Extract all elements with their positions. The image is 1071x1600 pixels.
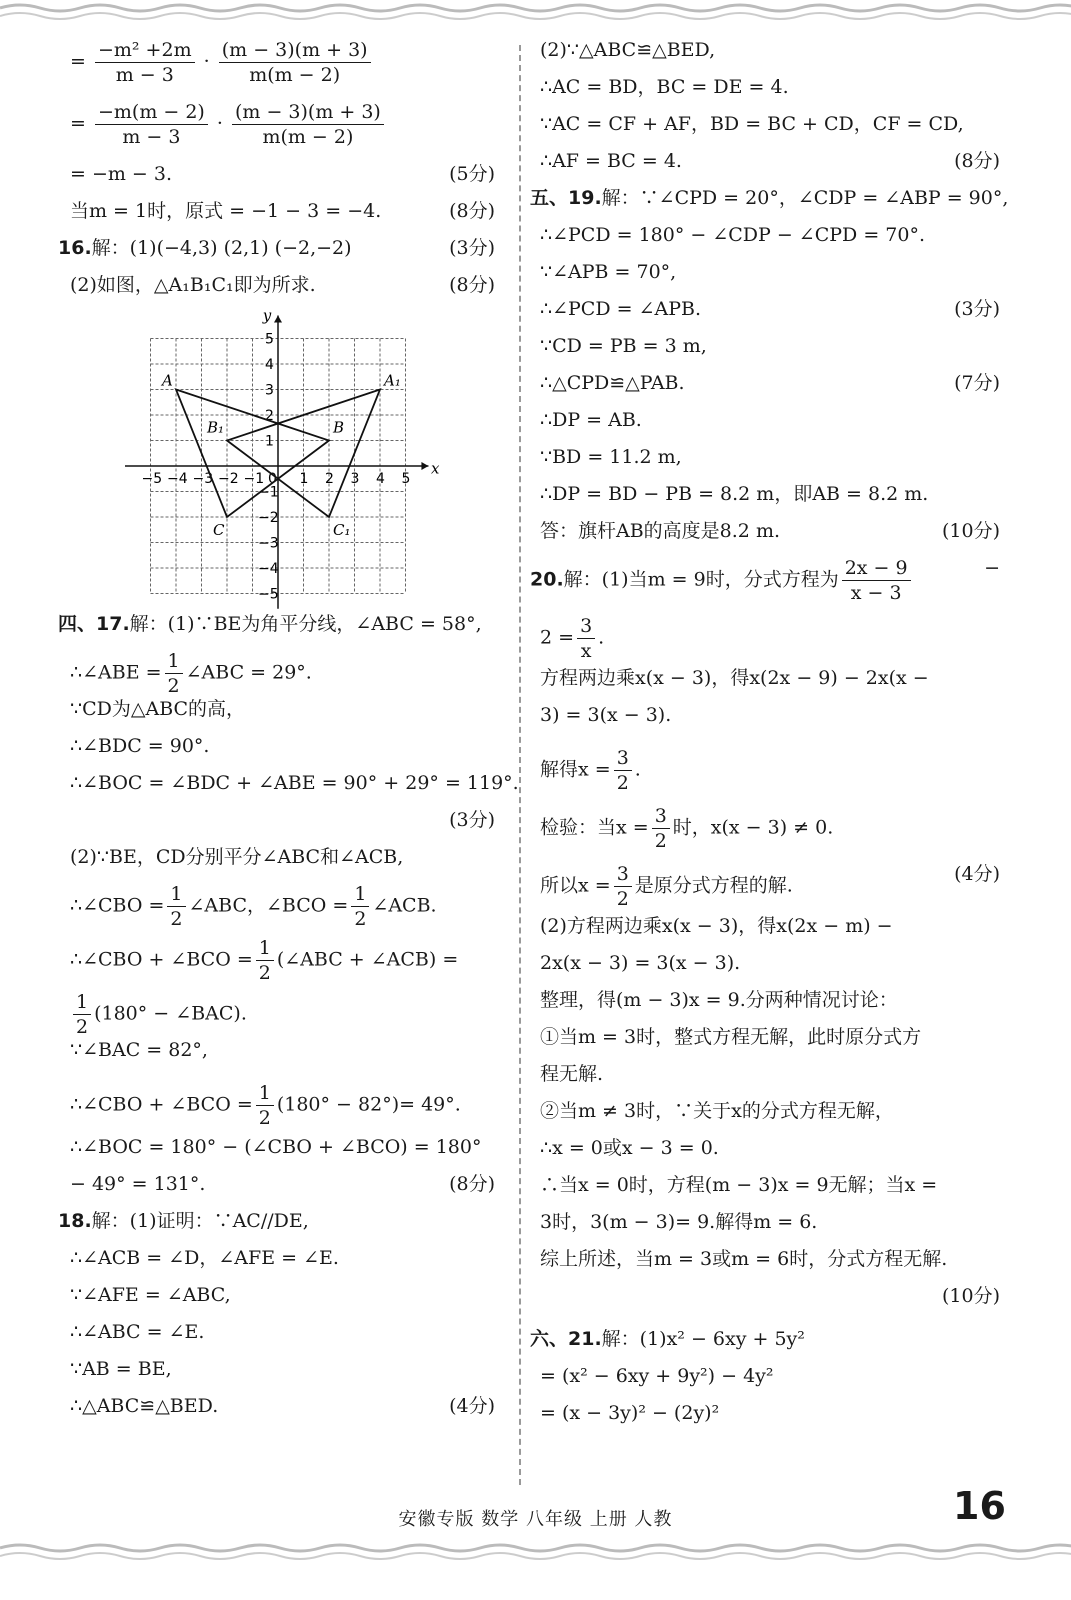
y-tick-label: 4 — [265, 357, 274, 373]
text-line: ∴∠ACB = ∠D，∠AFE = ∠E. — [70, 1247, 339, 1269]
x-axis-label: x — [431, 459, 440, 478]
text-line: ∴AF = BC = 4. (8分) — [540, 150, 1000, 172]
fraction-half: $\frac{1}{2}$ — [165, 649, 183, 698]
text-line: 程无解. — [540, 1063, 604, 1085]
y-tick-label: 2 — [265, 408, 274, 424]
text-line: (2)方程两边乘x(x − 3)，得x(2x − m) − — [540, 915, 893, 937]
fraction: $\frac{(m - 3)(m + 3)}{m(m - 2)}$ — [232, 100, 384, 149]
y-axis-label: y — [262, 306, 272, 325]
q16-line-2: (2)如图，△A₁B₁C₁即为所求. (8分) — [70, 274, 495, 296]
fraction: $\frac{3}{2}$ — [652, 804, 670, 853]
left-column — [58, 38, 519, 1419]
fraction-half: $\frac{1}{2}$ — [256, 1081, 274, 1130]
q18-line: 18.解：(1)证明：∵AC//DE, — [58, 1210, 309, 1232]
eq-line-1: = $\frac{\text{−m² +2m}}{m - 3}$ · $\frac{(m - 3)(m + 3)}{m(m - 2)}$ — [70, 38, 495, 88]
text-line: ∴∠BOC = ∠BDC + ∠ABE = 90° + 29° = 119°. — [70, 772, 519, 794]
footer-text: 安徽专版 数学 八年级 上册 人教 — [398, 1509, 673, 1530]
y-tick-label: 3 — [265, 382, 274, 399]
text-line: ∴∠BOC = 180° − (∠CBO + ∠BCO) = 180° — [70, 1136, 482, 1158]
text-line: ∴x = 0或x − 3 = 0. — [540, 1137, 719, 1159]
right-column — [530, 38, 1009, 1426]
text-line: 方程两边乘x(x − 3)，得x(2x − 9) − 2x(x − — [540, 667, 929, 689]
text-line: ∵∠BAC = 82°, — [70, 1039, 208, 1061]
y-tick-label: 1 — [265, 433, 274, 450]
text-line: = −m − 3. (5分) — [70, 163, 495, 185]
point-label: B₁ — [207, 418, 225, 437]
fraction: $\frac{3}{2}$ — [614, 862, 632, 911]
text-line: ∴∠PCD = 180° − ∠CDP − ∠CPD = 70°. — [540, 224, 925, 246]
text-line: ∴当x = 0时，方程(m − 3)x = 9无解；当x = — [540, 1174, 938, 1196]
fraction-half: $\frac{1}{2}$ — [256, 936, 274, 985]
fraction: $\frac{-m(m - 2)}{m - 3}$ — [95, 100, 208, 149]
q21-line: 六、21.解：(1)x² − 6xy + 5y² — [530, 1328, 805, 1350]
y-tick-label: −4 — [258, 561, 279, 577]
x-tick-label: −4 — [167, 471, 188, 487]
text-line: 3) = 3(x − 3). — [540, 704, 672, 726]
coordinate-graph-svg — [70, 298, 495, 612]
text-line: 2 = $\frac{3}{x}$ . — [540, 615, 605, 662]
fraction-half: $\frac{1}{2}$ — [167, 882, 185, 931]
text-line: ②当m ≠ 3时，∵关于x的分式方程无解， — [540, 1100, 894, 1122]
text-line: = (x² − 6xy + 9y²) − 4y² — [540, 1365, 774, 1387]
text-line: ∵CD为△ABC的高， — [70, 698, 246, 720]
text-line: ∵AB = BE, — [70, 1358, 172, 1380]
column-divider — [519, 45, 521, 1485]
y-tick-label: −5 — [258, 586, 279, 603]
text-line: (3分) — [449, 809, 495, 831]
point-label: B — [333, 418, 345, 437]
point-label: A₁ — [384, 371, 401, 390]
eq-line-2: = $\frac{-m(m - 2)}{m - 3}$ · $\frac{(m - 3)(m + 3)}{m(m - 2)}$ — [70, 100, 495, 150]
x-tick-label: 4 — [376, 471, 385, 487]
text-line: ∴∠CBO + ∠BCO = $\frac{1}{2}$ (∠ABC + ∠ACB) = — [70, 937, 459, 984]
point-label: C₁ — [333, 521, 351, 539]
text-line: 答：旗杆AB的高度是8.2 m. (10分) — [540, 520, 1000, 542]
text-line: 解得x = $\frac{3}{2}$ . — [540, 747, 641, 794]
text-line: 3时，3(m − 3)= 9.解得m = 6. — [540, 1211, 818, 1233]
x-tick-label: −5 — [141, 471, 163, 487]
text-line: 当m = 1时，原式 = −1 − 3 = −4. (8分) — [70, 200, 495, 222]
x-tick-label: 1 — [299, 471, 309, 487]
bottom-wave-border — [0, 1540, 1071, 1566]
q17-line-2: ∴∠ABE = $\frac{1}{2}$ ∠ABC = 29°. — [70, 650, 312, 697]
text-line: ∵∠AFE = ∠ABC, — [70, 1284, 231, 1306]
coordinate-graph — [70, 298, 495, 612]
text-line: − 49° = 131°. (8分) — [70, 1173, 495, 1195]
fraction: $\frac{3}{2}$ — [614, 746, 632, 795]
text-line: (2)∵△ABC≌△BED, — [540, 39, 716, 61]
text-line: ∴△ABC≌△BED. (4分) — [70, 1395, 495, 1417]
text-line: (10分) — [941, 1285, 1000, 1307]
x-tick-label: 2 — [325, 471, 334, 487]
x-axis-arrow — [421, 462, 428, 470]
fraction-half: $\frac{1}{2}$ — [351, 882, 369, 931]
q16-line: 16.解：(1)(−4,3) (2,1) (−2,−2) (3分) — [58, 237, 495, 259]
text-line: ∵∠APB = 70°, — [540, 261, 677, 283]
text-line: ∵BD = 11.2 m, — [540, 446, 682, 468]
text-line: ∴∠PCD = ∠APB. (3分) — [540, 298, 1000, 320]
page-number: 16 — [953, 1484, 1006, 1528]
text-line: 综上所述，当m = 3或m = 6时，分式方程无解. — [540, 1248, 948, 1270]
y-tick-label: −2 — [258, 510, 279, 526]
fraction: $\frac{\text{−m² +2m}}{m - 3}$ — [95, 38, 195, 87]
text-line: 检验：当x = $\frac{3}{2}$ 时，x(x − 3) ≠ 0. — [540, 805, 834, 852]
x-tick-label: −2 — [218, 471, 239, 487]
text-line: 所以x = $\frac{3}{2}$ 是原分式方程的解. (4分) — [540, 863, 1000, 910]
q20-line: 20.解：(1)当m = 9时，分式方程为 $\frac{2x - 9}{x - 3}$ − — [530, 557, 1000, 604]
text-line: ∴∠ABC = ∠E. — [70, 1321, 205, 1343]
text-line: ∴DP = BD − PB = 8.2 m，即AB = 8.2 m. — [540, 483, 929, 505]
text-line: $\frac{1}{2}$ (180° − ∠BAC). — [70, 990, 495, 1026]
text-line: (2)∵BE，CD分别平分∠ABC和∠ACB, — [70, 846, 404, 868]
fraction-half: $\frac{1}{2}$ — [73, 990, 91, 1039]
text-line: ①当m = 3时，整式方程无解，此时原分式方 — [540, 1026, 922, 1048]
fraction: $\frac{(m - 3)(m + 3)}{m(m - 2)}$ — [219, 38, 371, 87]
fraction: $\frac{2x - 9}{x - 3}$ — [842, 556, 911, 605]
text-line: ∴DP = AB. — [540, 409, 642, 431]
text-line: ∴∠BDC = 90°. — [70, 735, 210, 757]
x-tick-label: 5 — [401, 471, 411, 487]
x-tick-label: 0 — [268, 471, 277, 487]
text-line: ∴∠CBO + ∠BCO = $\frac{1}{2}$ (180° − 82°)= 49°. — [70, 1082, 461, 1129]
text-line: 整理，得(m − 3)x = 9.分两种情况讨论： — [540, 989, 898, 1011]
text-line: 2x(x − 3) = 3(x − 3). — [540, 952, 741, 974]
point-label: A — [162, 371, 173, 390]
x-tick-label: −1 — [243, 471, 265, 487]
y-tick-label: −3 — [258, 535, 279, 552]
text-line: ∴△CPD≌△PAB. (7分) — [540, 372, 1000, 394]
top-wave-border — [0, 0, 1071, 26]
text-line: ∴AC = BD，BC = DE = 4. — [540, 76, 789, 98]
text-line: ∴∠CBO = $\frac{1}{2}$ ∠ABC，∠BCO = $\frac{1}{2}$ ∠ACB. — [70, 883, 437, 930]
text-line: ∵CD = PB = 3 m, — [540, 335, 707, 357]
text-line: = (x − 3y)² − (2y)² — [540, 1402, 720, 1424]
text-line: ∵AC = CF + AF，BD = BC + CD，CF = CD, — [540, 113, 964, 135]
point-label: C — [213, 521, 225, 539]
y-tick-label: 5 — [265, 331, 274, 348]
q19-line: 五、19.解：∵∠CPD = 20°，∠CDP = ∠ABP = 90°, — [530, 187, 1009, 209]
fraction: $\frac{3}{x}$ — [577, 614, 595, 663]
y-axis-arrow — [274, 316, 282, 323]
y-tick-label: −1 — [258, 484, 279, 501]
x-tick-label: −3 — [192, 471, 214, 487]
q17-line: 四、17.解：(1)∵BE为角平分线，∠ABC = 58°, — [58, 613, 482, 635]
x-tick-label: 3 — [350, 471, 360, 487]
